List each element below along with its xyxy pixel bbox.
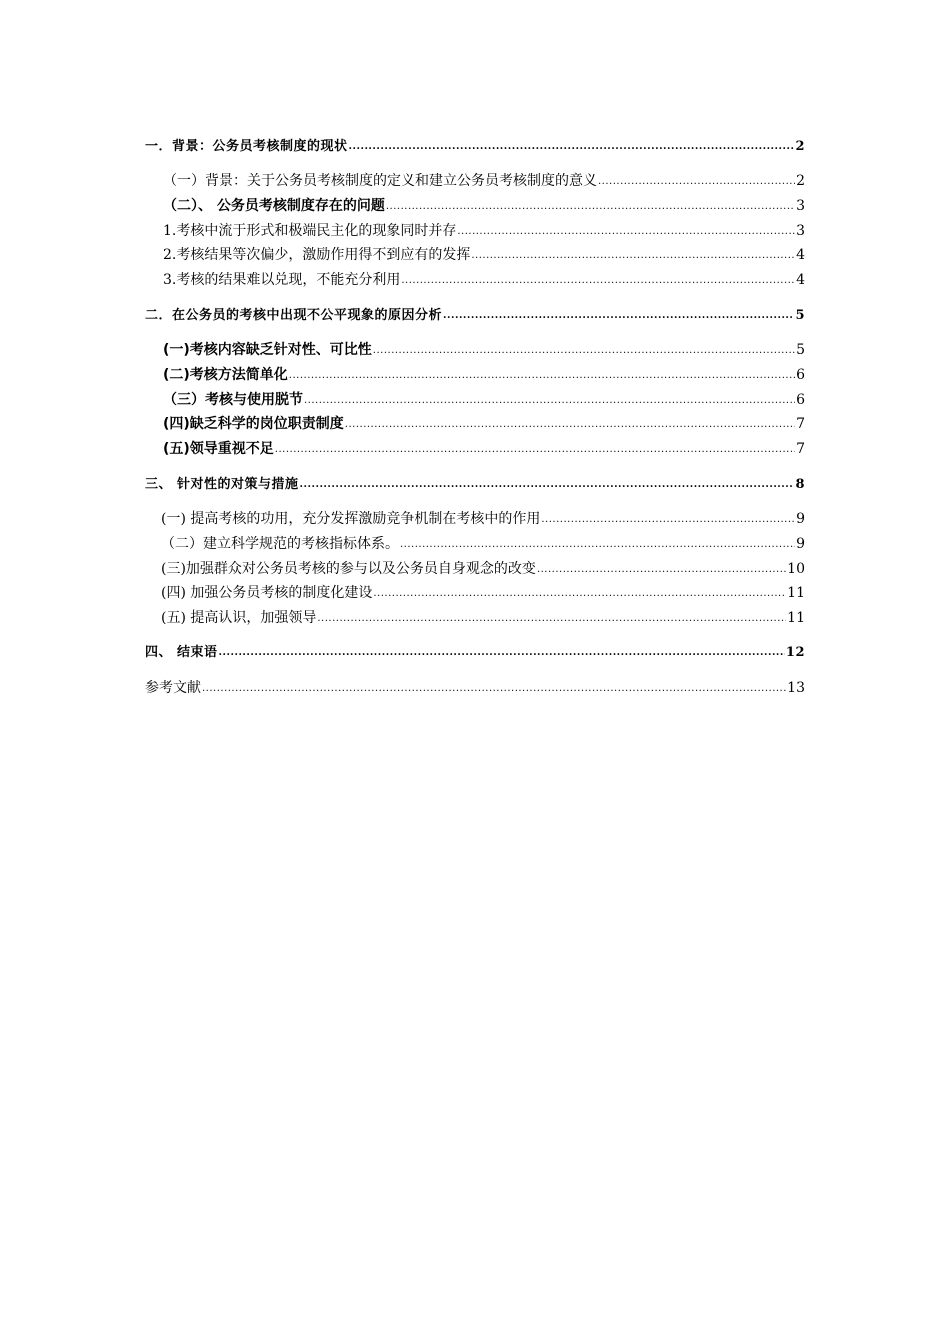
- toc-entry-1-2[interactable]: [163, 197, 805, 215]
- toc-entry-3-2[interactable]: [161, 535, 805, 553]
- toc-entry-3-1[interactable]: [161, 510, 805, 528]
- toc-label: (二)考核方法简单化: [163, 367, 288, 383]
- toc-page-number: 11: [787, 610, 805, 626]
- toc-entry-3[interactable]: [145, 476, 805, 494]
- toc-label: 1.考核中流于形式和极端民主化的现象同时并存: [163, 223, 457, 239]
- toc-page-number: 13: [787, 680, 805, 696]
- toc-entry-2-4[interactable]: [163, 415, 805, 433]
- toc-page-number: 2: [796, 173, 805, 189]
- toc-entry-2-3[interactable]: [163, 391, 805, 409]
- toc-entry-references[interactable]: [145, 679, 805, 697]
- toc-page-number: 4: [796, 247, 805, 263]
- toc-label-text: （一）背景：关于公务员考核制度的定义和建立公务员考核制度的意义: [163, 173, 597, 189]
- toc-page-number: 2: [795, 139, 805, 154]
- toc-page-number: 6: [796, 367, 805, 383]
- dot-leader: [349, 142, 795, 152]
- toc-page-number: 7: [796, 441, 805, 457]
- toc-label: (五)领导重视不足: [163, 441, 274, 457]
- toc-label: (一)考核内容缺乏针对性、可比性: [163, 342, 372, 358]
- dot-leader: [289, 371, 795, 381]
- toc-entry-3-4[interactable]: [161, 584, 805, 602]
- dot-leader: [541, 515, 795, 525]
- toc-label: 三、 针对性的对策与措施: [145, 477, 299, 492]
- dot-leader: [304, 396, 795, 406]
- toc-entry-2-1[interactable]: [163, 341, 805, 359]
- toc-label: 2.考核结果等次偏少，激励作用得不到应有的发挥: [163, 247, 471, 263]
- dot-leader: [443, 311, 794, 321]
- toc-entry-1-2-1[interactable]: [163, 222, 805, 240]
- toc-page-number: 9: [796, 536, 805, 552]
- dot-leader: [471, 251, 795, 261]
- toc-page-number: 11: [787, 585, 805, 601]
- toc-label: 二．在公务员的考核中出现不公平现象的原因分析: [145, 308, 443, 323]
- toc-entry-2[interactable]: [145, 307, 805, 325]
- dot-leader: [317, 614, 786, 624]
- toc-label: (五) 提高认识，加强领导: [161, 610, 317, 626]
- toc-label: 四、 结束语: [145, 645, 218, 660]
- dot-leader: [345, 420, 795, 430]
- toc-page-number: 3: [796, 198, 805, 214]
- dot-leader: [300, 480, 795, 490]
- toc-label: 一．背景：公务员考核制度的现状: [145, 139, 348, 154]
- toc-page-number: 8: [795, 477, 805, 492]
- toc-label: （二）建立科学规范的考核指标体系。: [161, 536, 399, 552]
- toc-label: （三）考核与使用脱节: [163, 392, 303, 408]
- toc-label: 参考文献: [145, 680, 201, 696]
- dot-leader: [373, 346, 795, 356]
- toc-page-number: 3: [796, 223, 805, 239]
- toc-entry-1-2-3[interactable]: [163, 271, 805, 289]
- dot-leader: [275, 445, 795, 455]
- toc-label: (一) 提高考核的功用，充分发挥激励竞争机制在考核中的作用: [161, 511, 541, 527]
- toc-entry-2-2[interactable]: [163, 366, 805, 384]
- toc-entry-4[interactable]: [145, 644, 805, 662]
- toc-entry-1-2-2[interactable]: [163, 246, 805, 264]
- dot-leader: [219, 648, 785, 658]
- toc-label: (四) 加强公务员考核的制度化建设: [161, 585, 373, 601]
- toc-page-number: 12: [785, 645, 805, 660]
- toc-page-number: 5: [796, 342, 805, 358]
- toc-label: 3.考核的结果难以兑现，不能充分利用: [163, 272, 401, 288]
- toc-page-number: 5: [795, 308, 805, 323]
- toc-label: (三)加强群众对公务员考核的参与以及公务员自身观念的改变: [161, 561, 536, 577]
- dot-leader: [386, 202, 795, 212]
- dot-leader: [537, 565, 786, 575]
- dot-leader: [373, 589, 786, 599]
- toc-page-number: 6: [796, 392, 805, 408]
- dot-leader: [598, 177, 795, 187]
- toc-entry-1[interactable]: [145, 138, 805, 156]
- toc-page-number: 9: [796, 511, 805, 527]
- toc-label: [163, 172, 597, 190]
- dot-leader: [202, 684, 786, 694]
- dot-leader: [457, 227, 795, 237]
- dot-leader: [400, 540, 795, 550]
- toc-label: (四)缺乏科学的岗位职责制度: [163, 416, 344, 432]
- toc-page-number: 10: [787, 561, 805, 577]
- toc-label: （二）、 公务员考核制度存在的问题: [163, 198, 385, 214]
- toc-entry-2-5[interactable]: [163, 440, 805, 458]
- toc-page-number: 7: [796, 416, 805, 432]
- toc-entry-3-5[interactable]: [161, 609, 805, 627]
- dot-leader: [401, 276, 795, 286]
- toc-entry-3-3[interactable]: [161, 560, 805, 578]
- toc-entry-1-1[interactable]: [163, 172, 805, 190]
- toc-page-number: 4: [796, 272, 805, 288]
